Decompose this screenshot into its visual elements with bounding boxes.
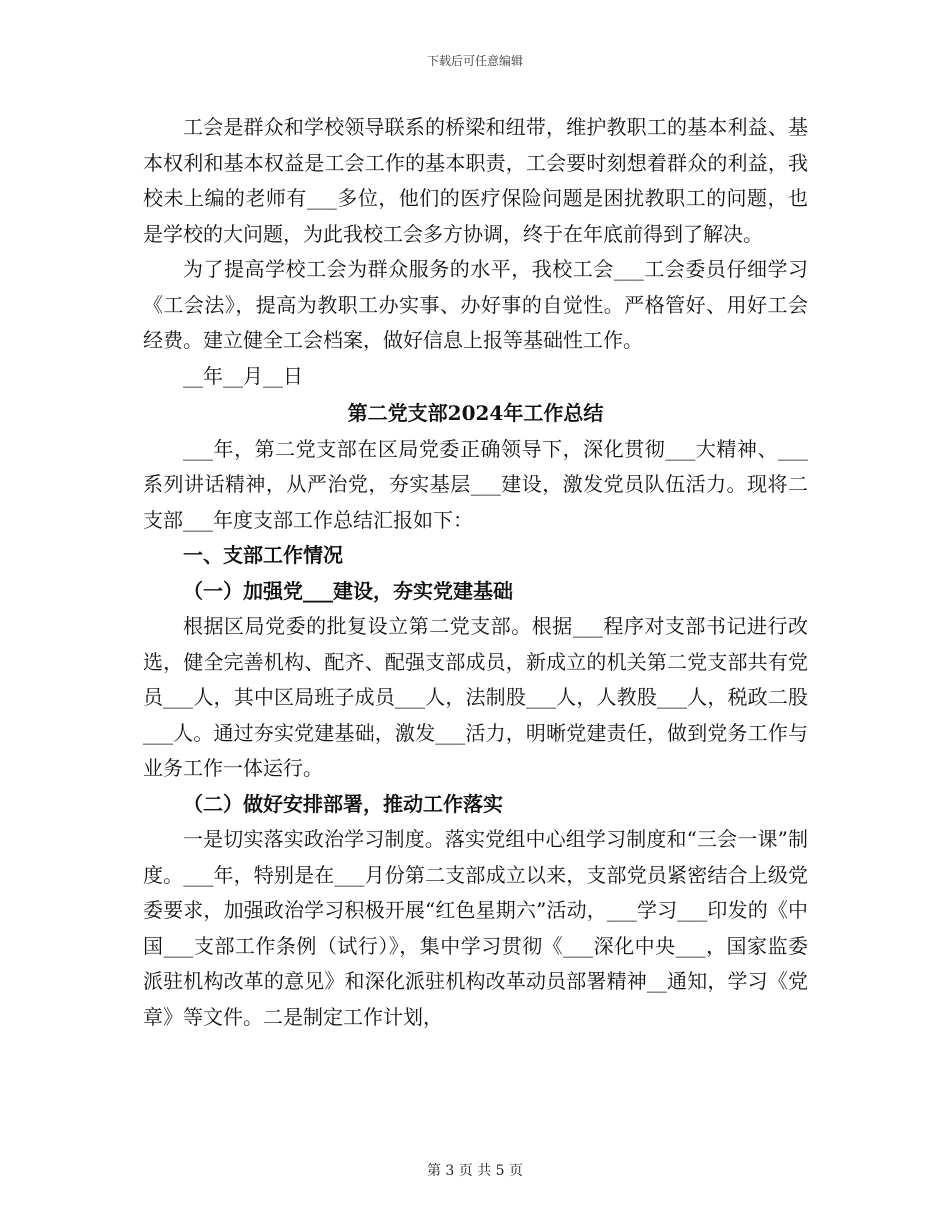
section-heading: 一、支部工作情况 xyxy=(183,543,343,567)
paragraph-union-service: 为了提高学校工会为群众服务的水平，我校工会___工会委员仔细学习《工会法》，提高为教职工办实事、办好事的自觉性。严格管好、用好工会经费。建立健全工会档案，做好信息上报等基础性工作。 xyxy=(143,257,808,352)
document-body xyxy=(143,110,808,1035)
page-footer: 第 3 页 共 5 页 xyxy=(426,1163,524,1179)
subsection-heading-2: （二）做好安排部署，推动工作落实 xyxy=(183,791,503,816)
paragraph-intro: ___年，第二党支部在区局党委正确领导下，深化贯彻___大精神、___系列讲话精神，从严治党，夯实基层___建设，激发党员队伍活力。现将二支部___年度支部工作总结汇报如下： xyxy=(143,436,808,532)
paragraph-study-system: 一是切实落实政治学习制度。落实党组中心组学习制度和“三会一课”制度。___年，特别是在___月份第二支部成立以来，支部党员紧密结合上级党委要求，加强政治学习积极开展“红色星期六”活动，___学习___印发的《中国___支部工作条例（试行）》，集中学习贯彻《___深化中央___，国家监委派驻机构改革的意见》和深化派驻机构改革动员部署精神__通知，学习《党章》等文件。二是制定工作计划， xyxy=(143,827,808,1029)
paragraph-branch-setup: 根据区局党委的批复设立第二党支部。根据___程序对支部书记进行改选，健全完善机构、配齐、配强支部成员，新成立的机关第二党支部共有党员___人，其中区局班子成员___人，法制股___人，人教股___人，税政二股___人。通过夯实党建基础，激发___活力，明晰党建责任，做到党务工作与业务工作一体运行。 xyxy=(143,614,808,780)
paragraph-union-role: 工会是群众和学校领导联系的桥梁和纽带，维护教职工的基本利益、基本权利和基本权益是工会工作的基本职责，工会要时刻想着群众的利益，我校未上编的老师有___多位，他们的医疗保险问题是困扰教职工的问题，也是学校的大问题，为此我校工会多方协调，终于在年底前得到了解决。 xyxy=(143,115,808,246)
date-line: __年__月__日 xyxy=(183,363,303,388)
document-title: 第二党支部2024年工作总结 xyxy=(347,401,604,425)
page-header: 下载后可任意编辑 xyxy=(426,54,523,68)
subsection-heading-1: （一）加强党___建设，夯实党建基础 xyxy=(183,578,513,603)
